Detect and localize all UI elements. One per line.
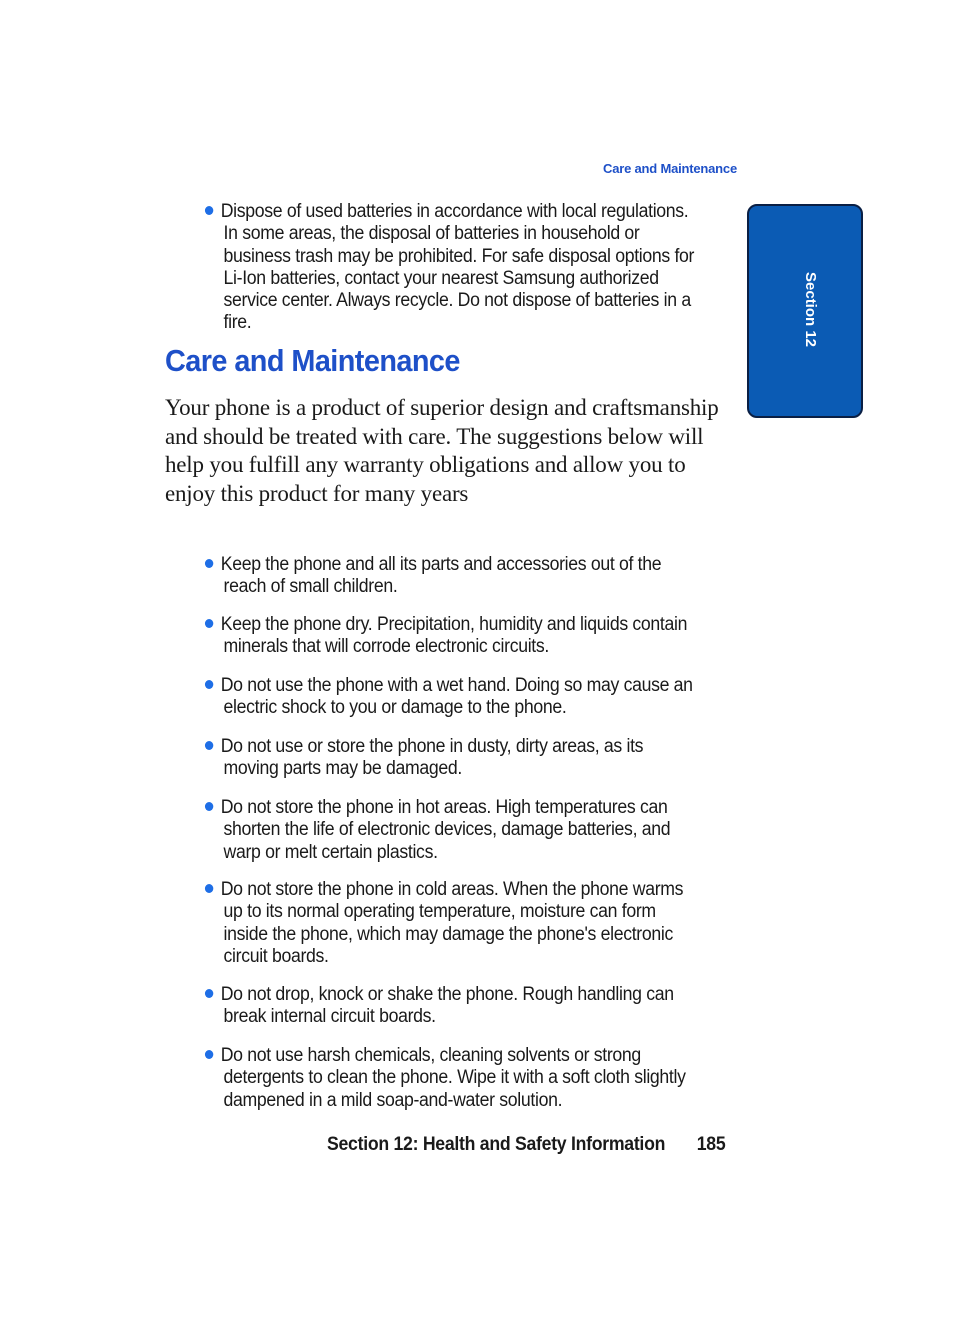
running-header: Care and Maintenance [603, 161, 737, 176]
bullet-text: Do not use harsh chemicals, cleaning solvents or strong detergents to clean the phone. Wipe it with a soft cloth slightly dampened in a mild soap-and-water solution. [220, 1045, 686, 1111]
bullet-dot-icon [205, 680, 213, 689]
list-item [204, 879, 699, 968]
list-item [204, 554, 699, 599]
bullet-text: Do not use or store the phone in dusty, dirty areas, as its moving parts may be damaged. [220, 736, 644, 780]
page-number: 185 [696, 1134, 726, 1155]
bullet-text: Keep the phone dry. Precipitation, humidity and liquids contain minerals that will corrode electronic circuits. [220, 614, 688, 658]
bullet-dot-icon [205, 741, 213, 750]
bullet-text: Do not drop, knock or shake the phone. Rough handling can break internal circuit boards. [220, 984, 674, 1028]
bullet-text: Do not store the phone in cold areas. When the phone warms up to its normal operating temperature, moisture can form inside the phone, which may damage the phone's electronic circuit boards. [220, 879, 684, 967]
footer-section-title: Section 12: Health and Safety Information [327, 1134, 666, 1155]
bullet-dot-icon [205, 884, 213, 893]
section-tab-label: Section 12 [802, 272, 819, 348]
page-footer [327, 1134, 726, 1156]
list-item [204, 984, 699, 1029]
bullet-text: Keep the phone and all its parts and accessories out of the reach of small children. [220, 554, 662, 598]
bullet-text: Do not store the phone in hot areas. High temperatures can shorten the life of electronic devices, damage batteries, and warp or melt certain plastics. [220, 797, 671, 863]
bullet-dot-icon [205, 1050, 213, 1059]
bullet-dot-icon [205, 559, 213, 568]
page-title: Care and Maintenance [165, 343, 460, 378]
list-item-battery-disposal [204, 201, 699, 335]
list-item [204, 675, 699, 720]
bullet-dot-icon [205, 802, 213, 811]
bullet-text: Dispose of used batteries in accordance with local regulations. In some areas, the disposal of batteries in household or business trash may be prohibited. For safe disposal options for Li-Ion batteries, contact your nearest Samsung authorized service center. Always recycle. Do not dispose of batteries in a fire. [220, 201, 695, 334]
bullet-text: Do not use the phone with a wet hand. Doing so may cause an electric shock to you or damage to the phone. [220, 675, 693, 719]
list-item [204, 736, 699, 781]
list-item [204, 614, 699, 659]
list-item [204, 1045, 699, 1112]
list-item [204, 797, 699, 864]
bullet-dot-icon [205, 989, 213, 998]
bullet-dot-icon [205, 206, 213, 215]
intro-paragraph: Your phone is a product of superior design and craftsmanship and should be treated with care. The suggestions below will help you fulfill any warranty obligations and allow you to enjoy this product for many years [165, 395, 719, 507]
bullet-dot-icon [205, 619, 213, 628]
section-tab [747, 204, 863, 418]
